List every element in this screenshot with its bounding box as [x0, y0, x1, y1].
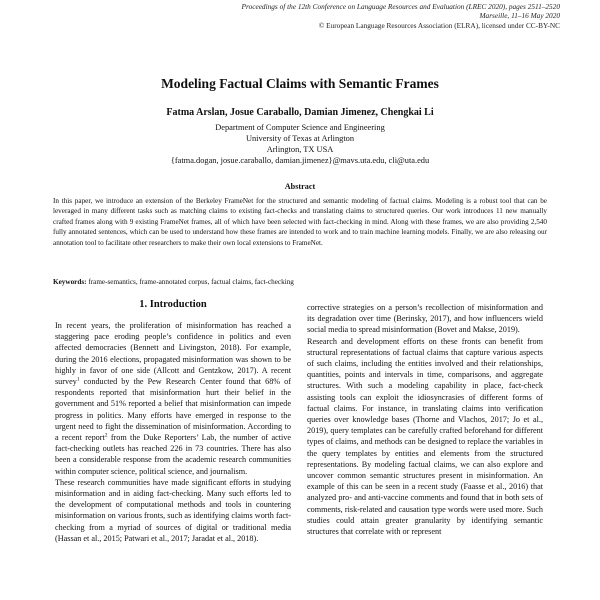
intro-text-c: from the Duke Reporters’ Lab, the number of active fact-checking outlets has reached 226 in 73 countries. There has also been a considerable response from the academic research communities within computer science, political science, and journalism.: [55, 433, 291, 476]
venue-line: Marseille, 11–16 May 2020: [479, 11, 560, 21]
affiliation-city: Arlington, TX USA: [266, 145, 334, 154]
affiliation-university: University of Texas at Arlington: [245, 134, 355, 143]
intro-paragraph-3: corrective strategies on a person’s recollection of misinformation and its degradation over time (Berinsky, 2017), and how influencers wield social media to spread misinformation (Bovet and Makse, 2019).: [307, 303, 543, 335]
intro-text-a: In recent years, the proliferation of misinformation has reached a staggering pace eroding people’s confidence in politics and even affected democracies (Bennett and Livingston, 2018). For example, during the 2016 elections, propagated misinformation was shown to be highly in favor of one side (Allcott and Gentzkow, 2017). A recent survey: [55, 321, 291, 387]
keywords-label: Keywords:: [53, 278, 87, 286]
abstract-heading: Abstract: [284, 182, 316, 191]
license-line: © European Language Resources Association (ELRA), licensed under CC-BY-NC: [318, 20, 560, 30]
proceedings-header: [242, 2, 560, 30]
affiliation: [0, 122, 600, 166]
intro-paragraph-1: [55, 320, 291, 477]
paper-title: Modeling Factual Claims with Semantic Frames: [161, 76, 439, 91]
right-column: [307, 302, 543, 537]
footnote-marker-2: 2: [104, 432, 108, 439]
section-heading-introduction: 1. Introduction: [139, 299, 207, 310]
intro-text-b: conducted by the Pew Research Center found that 68% of respondents reported that misinformation hurt their belief in the government and 51% reported a belief that misinformation can impede progress in politics. Many efforts have emerged in response to the urgent need to fight the dissemination of misinformation. According to a recent report: [55, 377, 291, 443]
keywords: [53, 277, 547, 287]
footnote-marker-1: 1: [76, 376, 80, 383]
proceedings-line: Proceedings of the 12th Conference on Language Resources and Evaluation (LREC 2020), pages 2511–2520: [241, 2, 560, 11]
abstract-text: In this paper, we introduce an extension of the Berkeley FrameNet for the structured and semantic modeling of factual claims. Modeling is a robust tool that can be leveraged in many different tasks such as matching claims to existing fact-checks and translating claims to structured queries. Our work introduces 11 new manually crafted frames along with 9 existing FrameNet frames, all of which have been selected with fact-checking in mind. Along with these frames, we are also providing 2,540 fully annotated sentences, which can be used to understand how these frames are intended to work and to train machine learning models. Finally, we are also releasing our annotation tool to facilitate other researchers to make their own local extensions to FrameNet.: [53, 197, 547, 247]
left-column: [55, 320, 291, 544]
intro-paragraph-4: Research and development efforts on these fronts can benefit from structural representations of factual claims that capture various aspects of such claims, including the entities involved and their relationships, quantities, points and intervals in time, comparisons, and aggregate structures. With such a modeling capability in place, fact-check assisting tools can exploit the idiosyncrasies of different forms of factual claims. For instance, in translating claims into verification queries over knowledge bases (Thorne and Vlachos, 2017; Jo et al., 2019), query templates can be carefully crafted beforehand for different types of claims, and methods can be designed to replace the variables in the query templates by entities and elements from the structured representations. By modeling factual claims, we can also explore and uncover common semantic structures present in misinformation. An example of this can be seen in a recent study (Faasse et al., 2016) that analyzed pro- and anti-vaccine comments and found that in both sets of comments, risk-related and causation type words were used more. Such studies could attain greater granularity by identifying semantic structures that correlate with or represent: [307, 336, 543, 537]
author-emails: {fatma.dogan, josue.caraballo, damian.jimenez}@mavs.uta.edu, cli@uta.edu: [170, 156, 430, 165]
keywords-list: frame-semantics, frame-annotated corpus, factual claims, fact-checking: [86, 278, 294, 286]
intro-paragraph-2: These research communities have made significant efforts in studying misinformation and in aiding fact-checking. Many such efforts led to the development of computational methods and tools in countering misinformation on various fronts, such as identifying claims worth fact-checking from a myriad of sources of digital or traditional media (Hassan et al., 2015; Patwari et al., 2017; Jaradat et al., 2018).: [55, 477, 291, 543]
author-list: Fatma Arslan, Josue Caraballo, Damian Jimenez, Chengkai Li: [166, 107, 434, 118]
affiliation-department: Department of Computer Science and Engineering: [215, 123, 385, 132]
